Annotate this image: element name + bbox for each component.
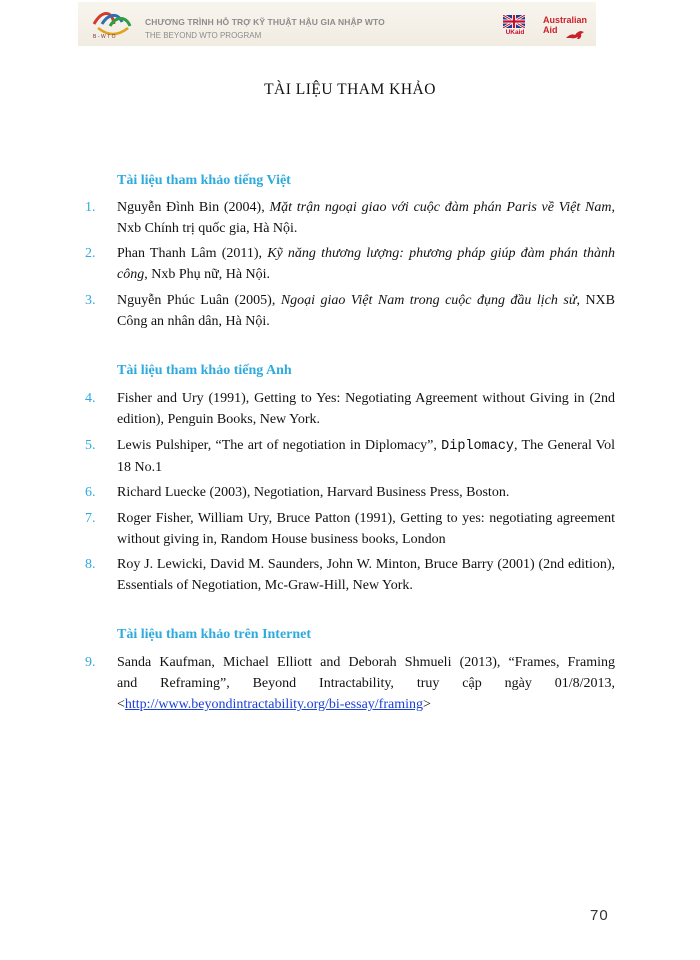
section-heading-internet: Tài liệu tham khảo trên Internet: [117, 627, 312, 642]
reference-link[interactable]: http://www.beyondintractability.org/bi-essay/framing: [124, 697, 423, 712]
reference-number: 8.: [85, 557, 96, 572]
reference-text: Richard Luecke (2003), Negotiation, Harvard Business Press, Boston.: [117, 485, 510, 500]
reference-item: [85, 388, 615, 430]
reference-title: Kỹ năng thương lượng: phương pháp giúp đàm phán thành công: [117, 246, 615, 282]
reference-text: Phan Thanh Lâm (2011),: [117, 246, 268, 261]
reference-number: 9.: [85, 655, 96, 670]
reference-text: , The General Vol 18 No.1: [117, 438, 616, 475]
union-flag-icon: [503, 15, 525, 28]
logo-caption: B-WTO: [93, 34, 118, 40]
reference-item: [85, 482, 615, 503]
reference-text: , NXB Công an nhân dân, Hà Nội.: [117, 293, 615, 329]
reference-text: Roger Fisher, William Ury, Bruce Patton (1991), Getting to yes: negotiating agreement without giving in, Random House business books, London: [117, 511, 615, 547]
ukaid-label: UKaid: [505, 29, 525, 36]
program-title-vn: CHƯƠNG TRÌNH HỖ TRỢ KỸ THUẬT HẬU GIA NHẬP WTO: [145, 17, 385, 27]
reference-title: Mặt trận ngoại giao với cuộc đàm phán Paris về Việt Nam: [269, 200, 612, 215]
reference-item: [85, 290, 615, 332]
reference-text: Nguyễn Phúc Luân (2005),: [117, 293, 281, 308]
page-title: TÀI LIỆU THAM KHẢO: [264, 81, 436, 98]
reference-text: and Reframing”, Beyond Intractability, truy cập ngày 01/8/2013,: [117, 676, 615, 691]
reference-journal: Diplomacy: [441, 439, 515, 454]
ausaid-line2: Aid: [543, 25, 558, 35]
program-title-en: THE BEYOND WTO PROGRAM: [145, 31, 262, 40]
reference-number: 1.: [85, 200, 96, 215]
reference-title: Ngoại giao Việt Nam trong cuộc đụng đầu lịch sử: [280, 293, 577, 308]
reference-number: 6.: [85, 485, 96, 500]
reference-item: [85, 508, 615, 550]
reference-text: , Nxb Chính trị quốc gia, Hà Nội.: [117, 200, 615, 236]
reference-text: Fisher and Ury (1991), Getting to Yes: Negotiating Agreement without Giving in (2nd edition), Penguin Books, New York.: [117, 391, 615, 427]
reference-text: Lewis Pulshiper, “The art of negotiation in Diplomacy”,: [117, 438, 442, 453]
reference-text: Sanda Kaufman, Michael Elliott and Deborah Shmueli (2013), “Frames, Framing: [117, 655, 615, 670]
reference-item: [85, 435, 615, 478]
link-bracket: <: [117, 697, 125, 712]
kangaroo-icon: [565, 29, 585, 41]
reference-number: 3.: [85, 293, 96, 308]
reference-number: 2.: [85, 246, 96, 261]
ukaid-logo: [503, 15, 527, 41]
reference-item: [85, 197, 615, 239]
reference-item: [85, 554, 615, 596]
reference-item: [85, 243, 615, 285]
reference-number: 4.: [85, 391, 96, 406]
reference-text: Nguyễn Đình Bin (2004),: [117, 200, 270, 215]
link-bracket: >: [423, 697, 431, 712]
reference-text: Roy J. Lewicki, David M. Saunders, John W. Minton, Bruce Barry (2001) (2nd edition), Essentials of Negotiation, Mc-Graw-Hill, New York.: [117, 557, 615, 593]
reference-number: 7.: [85, 511, 96, 526]
ausaid-line1: Australian: [543, 15, 588, 25]
australian-aid-logo: [543, 15, 597, 43]
page-header: [78, 2, 596, 46]
section-heading-english: Tài liệu tham khảo tiếng Anh: [117, 363, 292, 378]
page-number: 70: [590, 907, 609, 924]
reference-number: 5.: [85, 438, 96, 453]
section-heading-vietnamese: Tài liệu tham khảo tiếng Việt: [117, 173, 291, 188]
reference-text: , Nxb Phụ nữ, Hà Nội.: [144, 267, 271, 282]
reference-item: [85, 652, 615, 715]
